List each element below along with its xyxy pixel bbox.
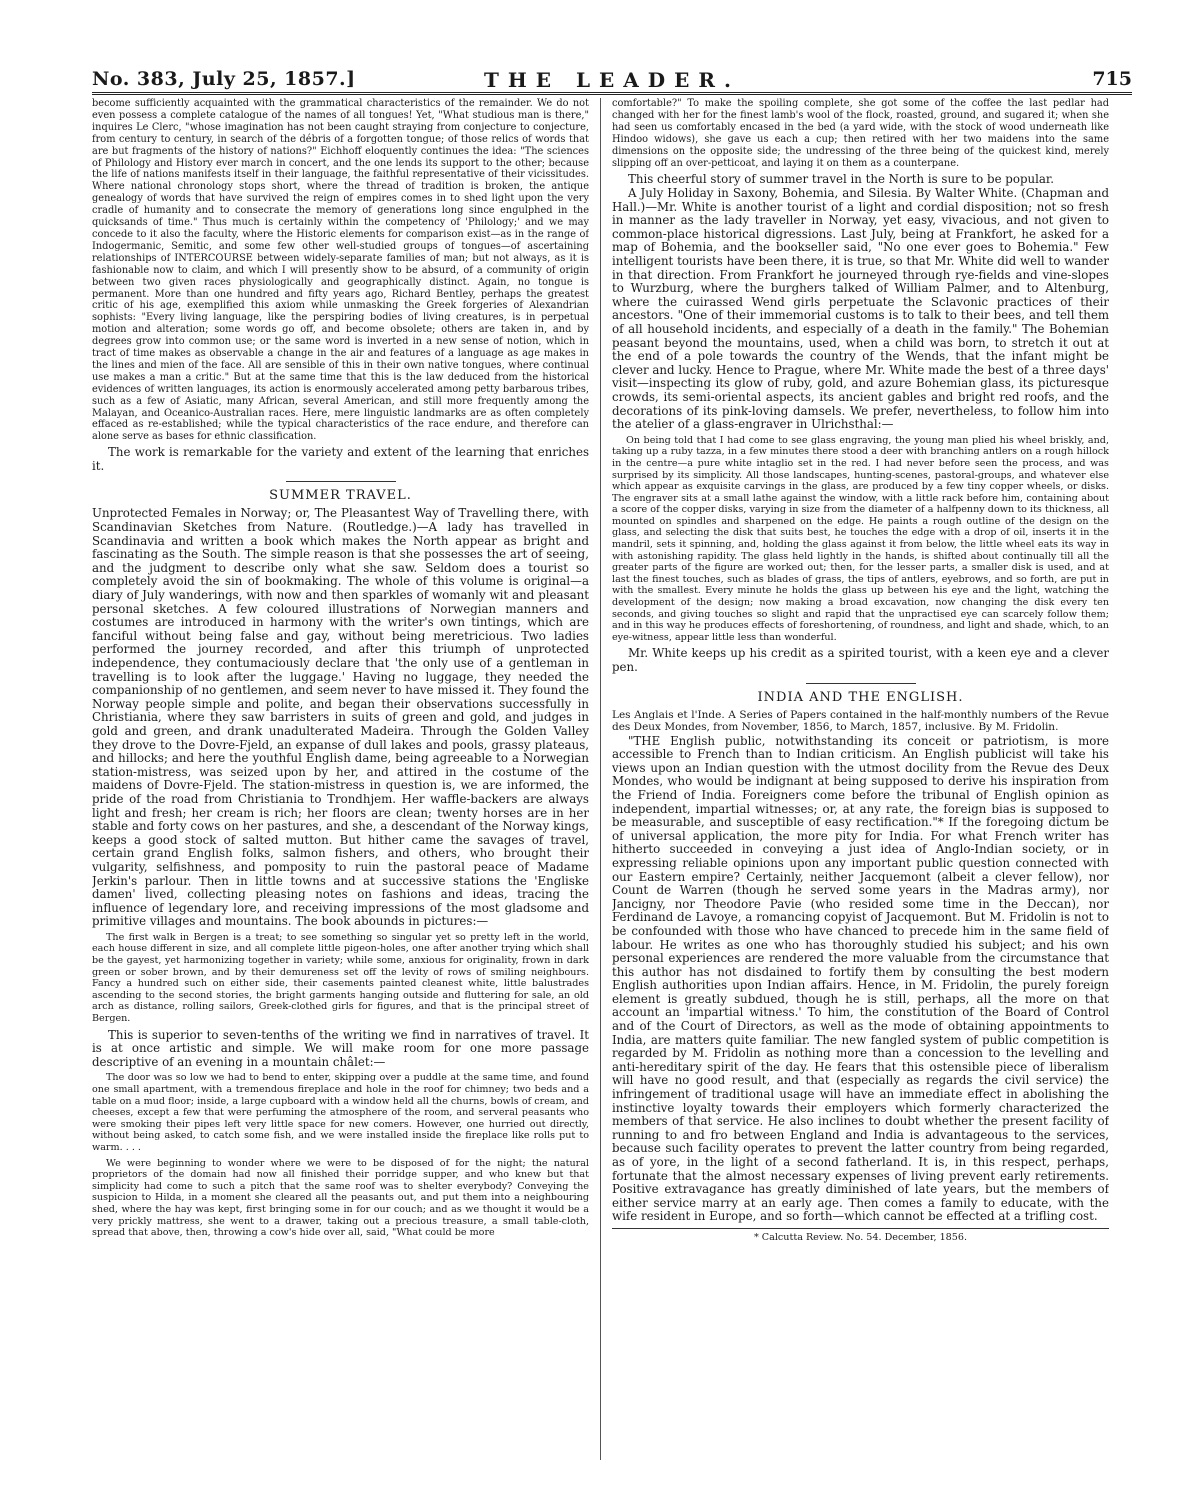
masthead-title: THE LEADER.	[484, 68, 740, 92]
white-credit-paragraph: Mr. White keeps up his credit as a spirited tourist, with a keen eye and a clever pen.	[612, 646, 1109, 674]
learning-paragraph: The work is remarkable for the variety and extent of the learning that enriches it.	[92, 445, 589, 473]
cheerful-paragraph: This cheerful story of summer travel in the North is sure to be popular.	[628, 172, 1055, 187]
july-holiday-paragraph: A July Holiday in Saxony, Bohemia, and Silesia. By Walter White. (Chapman and Hall.)—Mr. White is another tourist of a light and cordial disposition; not so fresh in manner as the lady traveller in Norway, yet easy, vivacious, and not given to common-place historical digressions. Last July, being at Frankfort, he asked for a map of Bohemia, and the bookseller said, "No one ever goes to Bohemia." Few intelligent tourists have been there, it is true, so that Mr. White did well to wander in that direction. From Frankfort he journeyed through rye-fields and vine-slopes to Wurzburg, where the burghers talked of William Palmer, and to Altenburg, where the cuirassed Wend girls perpetuate the Sclavonic practices of their ancestors. "One of their immemorial customs is to talk to their bees, and tell them of all household incidents, and especially of a death in the family." The Bohemian peasant beyond the mountains, used, when a child was born, to stretch it out at the end of a pole towards the country of the Wends, that the infant might be clever and lucky. Hence to Prague, where Mr. White made the best of a three days' visit—inspecting its glow of ruby, gold, and azure Bohemian glass, its picturesque crowds, its semi-oriental aspects, its ancient gables and bright red roofs, and the decorations of its pink-loving damsels. We prefer, nevertheless, to follow him into the atelier of a glass-engraver in Ulrichsthal:—	[612, 186, 1109, 432]
norway-review-paragraph: Unprotected Females in Norway; or, The Pleasantest Way of Travelling there, with Scandinavian Sketches from Nature. (Routledge.)—A lady has travelled in Scandinavia and written a book which makes the North appear as bright and fascinating as the South. The simple reason is that she possesses the art of seeing, and the judgment to describe only what she saw. Seldom does a tourist so completely avoid the sin of bookmaking. The whole of this volume is original—a diary of July wanderings, with now and then sparkles of womanly wit and pleasant personal sketches. A few coloured illustrations of Norwegian manners and costumes are introduced in harmony with the writer's own tintings, which are fanciful without being false and gay, without being meretricious. Two ladies performed the journey recorded, and after this triumph of unprotected independence, they contumaciously declare that 'the only use of a gentleman in travelling is to look after the luggage.' Having no luggage, they needed the companionship of no gentlemen, and seem never to have missed it. They found the Norway people simple and polite, and began their observations successfully in Christiania, where they saw barristers in suits of green and gold, and judges in gold and green, and drank unadulterated Madeira. Through the Golden Valley they drove to the Dovre-Fjeld, an expanse of dull lakes and pools, grassy plateaus, and hillocks; and here the youthful English dame, being agreeable to a Norwegian station-mistress, was seized upon by her, and attired in the costume of the maidens of Dovre-Fjeld. The station-mistress in question is, we are informed, the pride of the road from Christiania to Trondhjem. Her waffle-backers are always light and fresh; her cream is rich; her floors are clean; twenty horses are in her stable and forty cows on her pastures, and she, a descendant of the Norway kings, keeps a good stock of salted mutton. But hither came the savages of travel, certain grand English folks, salmon fishers, and others, who brought their vulgarity, selfishness, and pomposity to ruin the pastoral peace of Madame Jerkin's parlour. Then in little towns and at successive stations the 'Engliske damen' lived, collecting pleasing notes on fashions and ideas, tracing the influence of legendary lore, and receiving impressions of the most gladsome and primitive villages and mountains. The book abounds in pictures:—	[92, 506, 589, 929]
issue-date: No. 383, July 25, 1857.]	[92, 68, 356, 90]
chalet-quote: The door was so low we had to bend to enter, skipping over a puddle at the same time, and found one small apartment, with a tremendous fireplace and hole in the roof for chimney; two beds and a table on a mud floor; inside, a large cupboard with a window held all the churns, bowls of cream, and cheeses, except a few that were perfuming the atmosphere of the room, and serveral peasants who were smoking their pipes left very little space for new comers. However, one hurried out directly, without being asked, to catch some fish, and we were installed inside the fireplace like rolls put to warm. . . .	[92, 1072, 589, 1153]
left-column	[92, 98, 589, 1478]
india-paragraph: "THE English public, notwithstanding its conceit or patriotism, is more accessible to French than to Indian criticism. An English publicist will take his views upon an Indian question with the utmost docility from the Revue des Deux Mondes, who would be indignant at being supposed to derive his inspiration from the Friend of India. Foreigners come before the tribunal of English opinion as independent, impartial witnesses; or, at any rate, the foreign bias is supposed to be measurable, and susceptible of easy rectification."* If the foregoing dictum be of universal application, the more pity for India. For what French writer has hitherto succeeded in conveying a just idea of Anglo-Indian society, or in expressing reliable opinions upon any important public question connected with our Eastern empire? Certainly, neither Jacquemont (albeit a clever fellow), nor Count de Warren (though he served some years in the Madras army), nor Jancigny, nor Theodore Pavie (who resided some time in the Deccan), nor Ferdinand de Lavoye, a romancing copyist of Jacquemont. But M. Fridolin is not to be confounded with those who have chanced to precede him in the same field of labour. He writes as one who has thoroughly studied his subject; and his own personal experiences are rendered the more valuable from the circumstance that this author has not disdained to fortify them by consulting the best modern English authorities upon Indian affairs. Hence, in M. Fridolin, the purely foreign element is greatly subdued, though he is still, perhaps, all the more on that account an 'impartial witness.' To him, the constitution of the Board of Control and of the Court of Directors, as well as the mode of obtaining appointments to India, are matters quite familiar. The new fangled system of public competition is regarded by M. Fridolin as nothing more than a concession to the levelling and anti-hereditary spirit of the day. He fears that this ostensible piece of liberalism will have no good result, and that (especially as regards the civil service) the infringement of traditional usage will have an immediate effect in abolishing the instinctive loyalty towards their employers which formerly characterized the members of that service. He also inclines to doubt whether the present facility of running to and fro between England and India is advantageous to the services, because such facility operates to prevent the latter country from being regarded, as of yore, in the light of a second fatherland. It is, in this respect, perhaps, fortunate that the almost necessary expenses of living prevent early retirements. Positive extravagance has greatly diminished of late years, but the members of either service marry at an early age. Then comes a family to educate, with the wife resident in Europe, and so forth—which cannot be effected at a trifling cost.	[612, 733, 1109, 1224]
superior-paragraph: This is superior to seven-tenths of the writing we find in narratives of travel. It is at once artistic and simple. We will make room for one more passage descriptive of an evening in a mountain châlet:—	[92, 1027, 589, 1069]
section-separator	[286, 481, 396, 482]
philology-paragraph: become sufficiently acquainted with the grammatical characteristics of the remainder. We do not even possess a complete catalogue of the names of all tongues! Yet, "What studious man is there," inquires Le Clerc, "whose imagination has not been caught straying from conjecture to conjecture, from century to century, in search of the débris of a forgotten tongue; of those relics of words that are but fragments of the history of nations?" Eichhoff eloquently continues the idea: "The sciences of Philology and History ever march in concert, and the one lends its support to the other; because the life of nations manifests itself in their language, the faithful representative of their vicissitudes. Where national chronology stops short, where the thread of tradition is broken, the antique genealogy of words that have survived the reign of empires comes in to shed light upon the very cradle of humanity and to consecrate the memory of generations long since engulphed in the quicksands of time." Thus much is certainly within the competency of 'Philology;' and we may concede to it also the faculty, where the Historic elements for comparison exist—as in the range of Indogermanic, Semitic, and some few other well-studied groups of tongues—of ascertaining relationships of INTERCOURSE between widely-separate families of man; but not always, as it is fashionable now to claim, and which I will presently show to be absurd, of a community of origin between two given races physiologically and geographically distinct. Again, no tongue is permanent. More than one hundred and fifty years ago, Richard Bentley, perhaps the greatest critic of his age, exemplified this axiom while unmasking the Greek forgeries of Alexandrian sophists: "Every living language, like the perspiring bodies of living creatures, is in perpetual motion and alteration; some words go off, and become obsolete; others are taken in, and by degrees grow into common use; or the same word is inverted in a new sense of notion, which in tract of time makes as observable a change in the air and features of a language as age makes in the lines and mien of the face. All are sensible of this in their own native tongues, where continual use makes a man a critic." But at the same time that this is the law deduced from the historical evidences of written languages, its action is enormously accelerated among petty barbarous tribes, such as a few of Asiatic, many African, several American, and still more frequently among the Malayan, and Oceanico-Australian races. Here, mere linguistic landmarks are as often completely effaced as re-established; while the typical characteristics of the race endure, and therefore can alone serve as bases for ethnic classification.	[92, 98, 589, 443]
column-divider	[600, 98, 601, 1460]
bergen-quote: The first walk in Bergen is a treat; to see something so singular yet so pretty left in the world, each house different in size, and all complete little pigeon-holes, one after another trying which shall be the gayest, yet harmonizing together in variety; while some, anxious for originality, frown in dark green or sober brown, and by their demureness set off the levity of rows of smiling neighbours. Fancy a hundred such on either side, their casements painted cleanest white, little balustrades ascending to the second stories, the bright garments hanging outside and fluttering for sale, an old arch as distance, rolling sailors, Greek-clothed girls for figures, and that is the principal street of Bergen.	[92, 931, 589, 1025]
summer-travel-title: SUMMER TRAVEL.	[269, 488, 412, 504]
comfortable-quote: comfortable?" To make the spoiling complete, she got some of the coffee the last pedlar had changed with her for the finest lamb's wool of the flock, roasted, ground, and sugared it; when she had seen us comfortably encased in the bed (a yard wide, with the stock of wood underneath like Hindoo widows), she gave us each a cup; then retired with her two maidens into the same dimensions on the opposite side; the undressing of the three being of the quickest kind, merely slipping off an over-petticoat, and laying it on them as a counterpane.	[612, 98, 1109, 169]
footnote: * Calcutta Review. No. 54. December, 1856.	[612, 1228, 1109, 1243]
page-header	[92, 66, 1132, 95]
glass-engraving-quote: On being told that I had come to see glass engraving, the young man plied his wheel briskly, and, taking up a ruby tazza, in a few minutes there stood a deer with branching antlers on a rough hillock in the centre—a pure white intaglio set in the red. I had never before seen the process, and was surprised by its simplicity. All those landscapes, hunting-scenes, pastoral-groups, and whatever else which appear as exquisite carvings in the glass, are produced by a few tiny copper wheels, or disks. The engraver sits at a small lathe against the window, with a little rack before him, containing about a score of the copper disks, varying in size from the diameter of a halfpenny down to its thickness, all mounted on spindles and sharpened on the edge. He paints a rough outline of the design on the glass, and selecting the disk that suits best, he touches the edge with a drop of oil, inserts it in the mandril, sets it spinning, and, holding the glass against it from below, the little wheel eats its way in with astonishing rapidity. The glass held lightly in the hands, is shifted about continually till all the greater parts of the figure are worked out; then, for the lesser parts, a smaller disk is used, and at last the finest touches, such as blades of grass, the tips of antlers, eyebrows, and so forth, are put in with the smallest. Every minute he holds the glass up between his eye and the light, watching the development of the design; now making a broad excavation, now changing the disk every ten seconds, and giving touches so slight and rapid that the unpractised eye can scarcely follow them; and in this way he produces effects of foreshortening, of roundness, and light and shade, which, to an eye-witness, appear little less than wonderful.	[612, 434, 1109, 643]
india-english-title: INDIA AND THE ENGLISH.	[757, 689, 964, 705]
right-column	[612, 98, 1109, 1478]
night-quote: We were beginning to wonder where we were to be disposed of for the night; the natural proprietors of the domain had now all finished their porridge supper, and who knew but that simplicity had come to such a pitch that the same roof was to shelter everybody? Conveying the suspicion to Hilda, in a moment she cleared all the peasants out, and put them into a neighbouring shed, where the hay was kept, first bringing some in for our couch; and as we thought it would be a very prickly mattress, she went to a drawer, taking out a precious treasure, a small table-cloth, spread that above, then, throwing a cow's hide over all, said, "What could be more	[92, 1157, 589, 1239]
page-number: 715	[1092, 68, 1132, 90]
section-separator-2	[806, 683, 916, 684]
india-subhead: Les Anglais et l'Inde. A Series of Papers contained in the half-monthly numbers of the Revue des Deux Mondes, from November, 1856, to March, 1857, inclusive. By M. Fridolin.	[612, 708, 1109, 733]
